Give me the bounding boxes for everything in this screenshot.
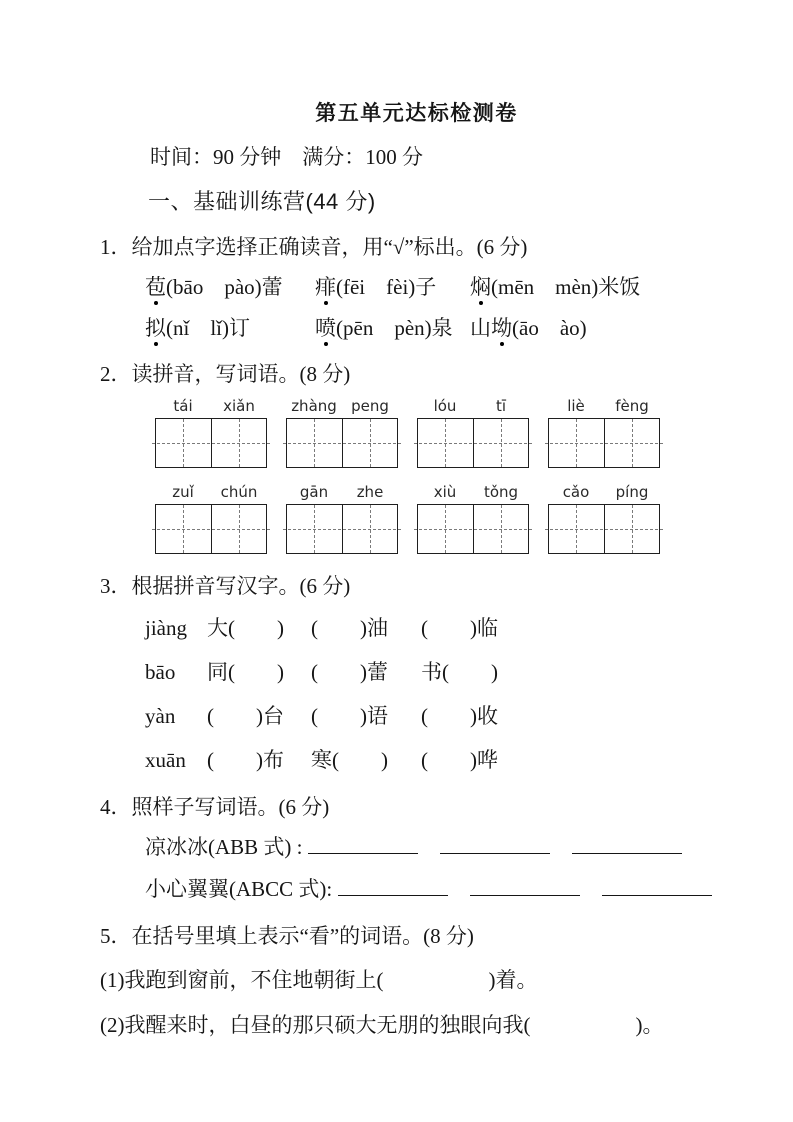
pinyin-word-box — [548, 483, 660, 554]
q3-pinyin: jiàng — [145, 616, 187, 640]
q3-fill-item: ( )布 — [207, 748, 284, 772]
q3-fill-item: ( )收 — [421, 704, 498, 728]
q3-fill-item: ( )台 — [207, 704, 284, 728]
pinyin-word-box — [286, 397, 398, 468]
q1-row-2 — [145, 314, 733, 342]
writing-cell — [211, 505, 267, 553]
q4-row-abb — [145, 833, 733, 862]
writing-grid — [417, 504, 529, 554]
dotted-character: 痱 — [315, 275, 336, 299]
q3-fill-item: ( )语 — [311, 704, 388, 728]
q1-pronunciation-item: 拟(nǐ lǐ)订 — [145, 316, 250, 340]
q3-title: 3．根据拼音写汉字。(6 分) — [100, 574, 351, 598]
q3-row — [145, 658, 733, 687]
writing-grid — [286, 504, 398, 554]
answer-blank — [572, 834, 682, 854]
pinyin-label: zuǐ chún — [172, 483, 258, 501]
q1-pronunciation-item: 喷(pēn pèn)泉 — [315, 316, 453, 340]
q3-pinyin: yàn — [145, 704, 176, 728]
answer-blank — [470, 876, 580, 896]
writing-cell — [549, 419, 604, 467]
writing-grid — [155, 504, 267, 554]
writing-cell — [418, 505, 473, 553]
page-title: 第五单元达标检测卷 — [315, 101, 518, 125]
q4-example-label: 凉冰冰(ABB 式) : — [145, 835, 303, 859]
pinyin-word-box — [548, 397, 660, 468]
writing-grid — [155, 418, 267, 468]
pinyin-label: zhàng peng — [291, 397, 389, 415]
q2-grid-row-2 — [155, 483, 733, 554]
q3-fill-item: 同( ) — [207, 660, 284, 684]
writing-cell — [473, 419, 529, 467]
pinyin-word-box — [417, 397, 529, 468]
time-score-line: 时间：90 分钟 满分：100 分 — [150, 145, 423, 169]
writing-cell — [604, 419, 660, 467]
q1-pronunciation-item: 痱(fēi fèi)子 — [315, 275, 437, 299]
q3-fill-item: 寒( ) — [311, 748, 388, 772]
writing-grid — [548, 504, 660, 554]
writing-grid — [286, 418, 398, 468]
q3-fill-item: ( )临 — [421, 616, 498, 640]
q3-fill-item: ( )哗 — [421, 748, 498, 772]
section-heading: 一、基础训练营(44 分) — [148, 189, 376, 214]
writing-cell — [287, 419, 342, 467]
answer-blank — [602, 876, 712, 896]
q3-fill-item: ( )油 — [311, 616, 388, 640]
dotted-character: 喷 — [315, 316, 336, 340]
answer-blank — [440, 834, 550, 854]
q3-row — [145, 614, 733, 643]
q4-title: 4．照样子写词语。(6 分) — [100, 795, 330, 819]
pinyin-label: tái xiǎn — [173, 397, 255, 415]
q3-row — [145, 702, 733, 731]
pinyin-label: lóu tī — [433, 397, 507, 415]
pinyin-word-box — [286, 483, 398, 554]
q1-title: 1．给加点字选择正确读音，用“√”标出。(6 分) — [100, 235, 528, 259]
q3-fill-item: 大( ) — [207, 616, 284, 640]
q1-row-1 — [145, 273, 733, 301]
q2-grid-row-1 — [155, 397, 733, 468]
writing-cell — [156, 505, 211, 553]
q2-title: 2．读拼音，写词语。(8 分) — [100, 362, 351, 386]
q3-fill-item: ( )蕾 — [311, 660, 388, 684]
pinyin-word-box — [417, 483, 529, 554]
writing-cell — [418, 419, 473, 467]
writing-grid — [417, 418, 529, 468]
pinyin-word-box — [155, 397, 267, 468]
q1-pronunciation-item: 山坳(āo ào) — [470, 316, 587, 340]
writing-cell — [342, 505, 398, 553]
dotted-character: 坳 — [491, 316, 512, 340]
writing-grid — [548, 418, 660, 468]
answer-blank — [308, 834, 418, 854]
q3-pinyin: bāo — [145, 660, 176, 684]
dotted-character: 焖 — [470, 275, 491, 299]
pinyin-label: liè fèng — [567, 397, 649, 415]
q5-sentence-2: (2)我醒来时，白昼的那只硕大无朋的独眼向我( )。 — [100, 1013, 664, 1037]
writing-cell — [604, 505, 660, 553]
q5-title: 5．在括号里填上表示“看”的词语。(8 分) — [100, 924, 474, 948]
dotted-character: 苞 — [145, 275, 166, 299]
q4-row-abcc — [145, 875, 733, 904]
writing-cell — [211, 419, 267, 467]
q5-sentence-1: (1)我跑到窗前，不住地朝街上( )着。 — [100, 968, 538, 992]
writing-cell — [473, 505, 529, 553]
writing-cell — [342, 419, 398, 467]
dotted-character: 拟 — [145, 316, 166, 340]
q3-pinyin: xuān — [145, 748, 186, 772]
pinyin-label: cǎo píng — [562, 483, 649, 501]
writing-cell — [156, 419, 211, 467]
answer-blank — [338, 876, 448, 896]
q4-example-label: 小心翼翼(ABCC 式): — [145, 877, 333, 901]
q3-row — [145, 746, 733, 775]
pinyin-word-box — [155, 483, 267, 554]
q3-fill-item: 书( ) — [421, 660, 498, 684]
writing-cell — [287, 505, 342, 553]
q1-pronunciation-item: 焖(mēn mèn)米饭 — [470, 275, 641, 299]
q1-pronunciation-item: 苞(bāo pào)蕾 — [145, 275, 283, 299]
pinyin-label: gān zhe — [299, 483, 384, 501]
pinyin-label: xiù tǒng — [433, 483, 519, 501]
writing-cell — [549, 505, 604, 553]
